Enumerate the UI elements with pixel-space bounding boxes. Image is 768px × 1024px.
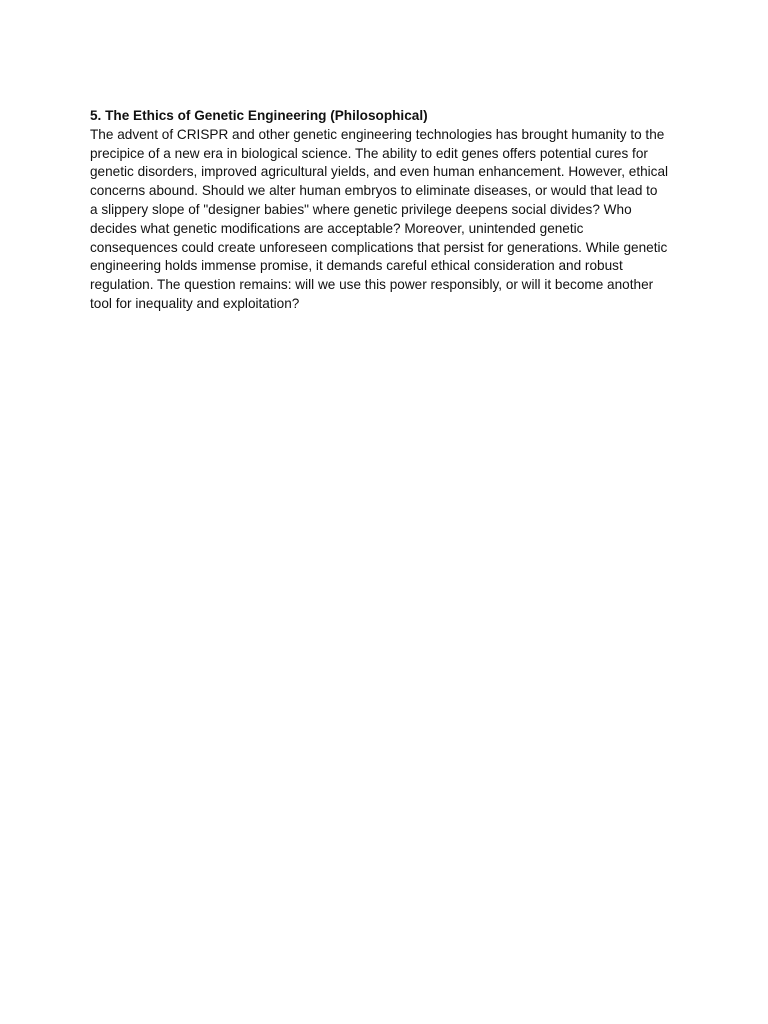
paragraph-line: consequences could create unforeseen complications that persist for generations. While genetic (90, 239, 668, 255)
section-heading: 5. The Ethics of Genetic Engineering (Philosophical) (90, 108, 428, 123)
paragraph-line: a slippery slope of "designer babies" where genetic privilege deepens social divides? Who (90, 201, 632, 217)
document-content (90, 107, 690, 314)
paragraph-line: genetic disorders, improved agricultural yields, and even human enhancement. However, ethical (90, 164, 669, 180)
paragraph-line: precipice of a new era in biological science. The ability to edit genes offers potential cures for (90, 145, 648, 161)
paragraph-line: tool for inequality and exploitation? (90, 295, 300, 311)
paragraph-line: The advent of CRISPR and other genetic engineering technologies has brought humanity to the (90, 126, 665, 142)
paragraph-line: decides what genetic modifications are acceptable? Moreover, unintended genetic (90, 220, 584, 236)
paragraph-line: engineering holds immense promise, it demands careful ethical consideration and robust (90, 258, 623, 274)
paragraph-line: concerns abound. Should we alter human embryos to eliminate diseases, or would that lead to (90, 183, 658, 199)
body-paragraph (90, 126, 690, 314)
paragraph-line: regulation. The question remains: will we use this power responsibly, or will it become another (90, 277, 654, 293)
